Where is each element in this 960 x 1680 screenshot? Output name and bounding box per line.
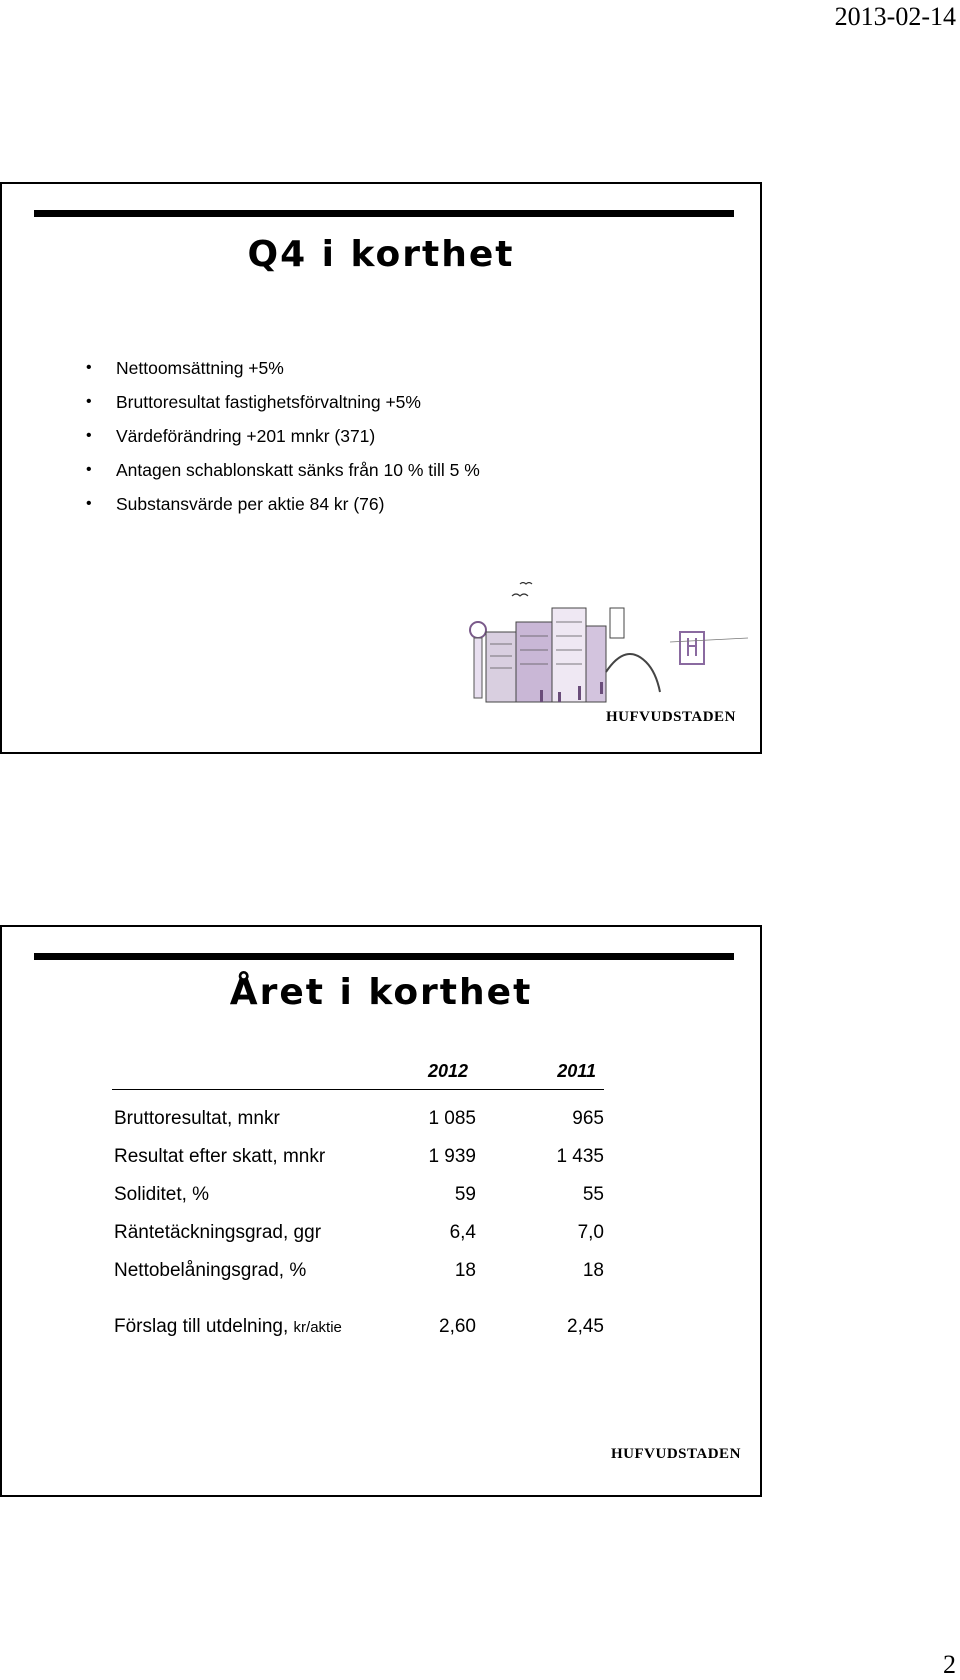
table-header-row bbox=[112, 1057, 604, 1090]
value-2011: 1 435 bbox=[556, 1146, 604, 1167]
value-2012: 18 bbox=[454, 1260, 476, 1281]
list-item: • Bruttoresultat fastighetsförvaltning +5% bbox=[86, 390, 480, 424]
row-label: Nettobelåningsgrad, % bbox=[114, 1260, 307, 1281]
value-2011: 7,0 bbox=[577, 1222, 604, 1243]
row-label: Bruttoresultat, mnkr bbox=[114, 1108, 280, 1129]
document-date: 2013-02-14 bbox=[834, 2, 956, 31]
city-sketch-illustration bbox=[460, 582, 750, 712]
value-2011: 965 bbox=[572, 1108, 604, 1129]
value-2012: 59 bbox=[454, 1184, 476, 1205]
dividend-unit: kr/aktie bbox=[293, 1319, 342, 1336]
title-bar-divider bbox=[34, 953, 734, 960]
slide-title: Året i korthet bbox=[229, 972, 533, 1013]
value-2011: 2,45 bbox=[567, 1316, 604, 1337]
table-row bbox=[112, 1180, 612, 1218]
table-row bbox=[112, 1256, 612, 1294]
column-header-2011: 2011 bbox=[557, 1061, 596, 1081]
page-number: 2 bbox=[943, 1650, 956, 1679]
value-2012: 6,4 bbox=[449, 1222, 476, 1243]
table-row bbox=[112, 1142, 612, 1180]
value-2012: 1 939 bbox=[428, 1146, 476, 1167]
hufvudstaden-logo: HUFVUDSTADEN bbox=[611, 1446, 741, 1462]
value-2012: 1 085 bbox=[428, 1108, 476, 1129]
list-item: • Substansvärde per aktie 84 kr (76) bbox=[86, 492, 480, 526]
table-row bbox=[112, 1218, 612, 1256]
row-label: Räntetäckningsgrad, ggr bbox=[114, 1222, 322, 1243]
list-item: • Värdeförändring +201 mnkr (371) bbox=[86, 424, 480, 458]
list-item: • Antagen schablonskatt sänks från 10 % till 5 % bbox=[86, 458, 480, 492]
slide-q4-summary bbox=[0, 182, 762, 754]
key-figures-table bbox=[112, 1057, 612, 1350]
dividend-label: Förslag till utdelning, bbox=[114, 1316, 289, 1337]
row-label bbox=[114, 1316, 342, 1338]
bullet-list bbox=[86, 356, 480, 526]
value-2011: 18 bbox=[582, 1260, 604, 1281]
value-2012: 2,60 bbox=[439, 1316, 476, 1337]
table-row bbox=[112, 1104, 612, 1142]
slide-title: Q4 i korthet bbox=[247, 234, 515, 275]
value-2011: 55 bbox=[582, 1184, 604, 1205]
row-label: Soliditet, % bbox=[114, 1184, 210, 1205]
table-row-dividend bbox=[112, 1312, 612, 1350]
slide-year-summary bbox=[0, 925, 762, 1497]
column-header-2012: 2012 bbox=[427, 1061, 468, 1081]
hufvudstaden-logo: HUFVUDSTADEN bbox=[606, 709, 736, 725]
row-label: Resultat efter skatt, mnkr bbox=[114, 1146, 326, 1167]
list-item: • Nettoomsättning +5% bbox=[86, 356, 480, 390]
title-bar-divider bbox=[34, 210, 734, 217]
